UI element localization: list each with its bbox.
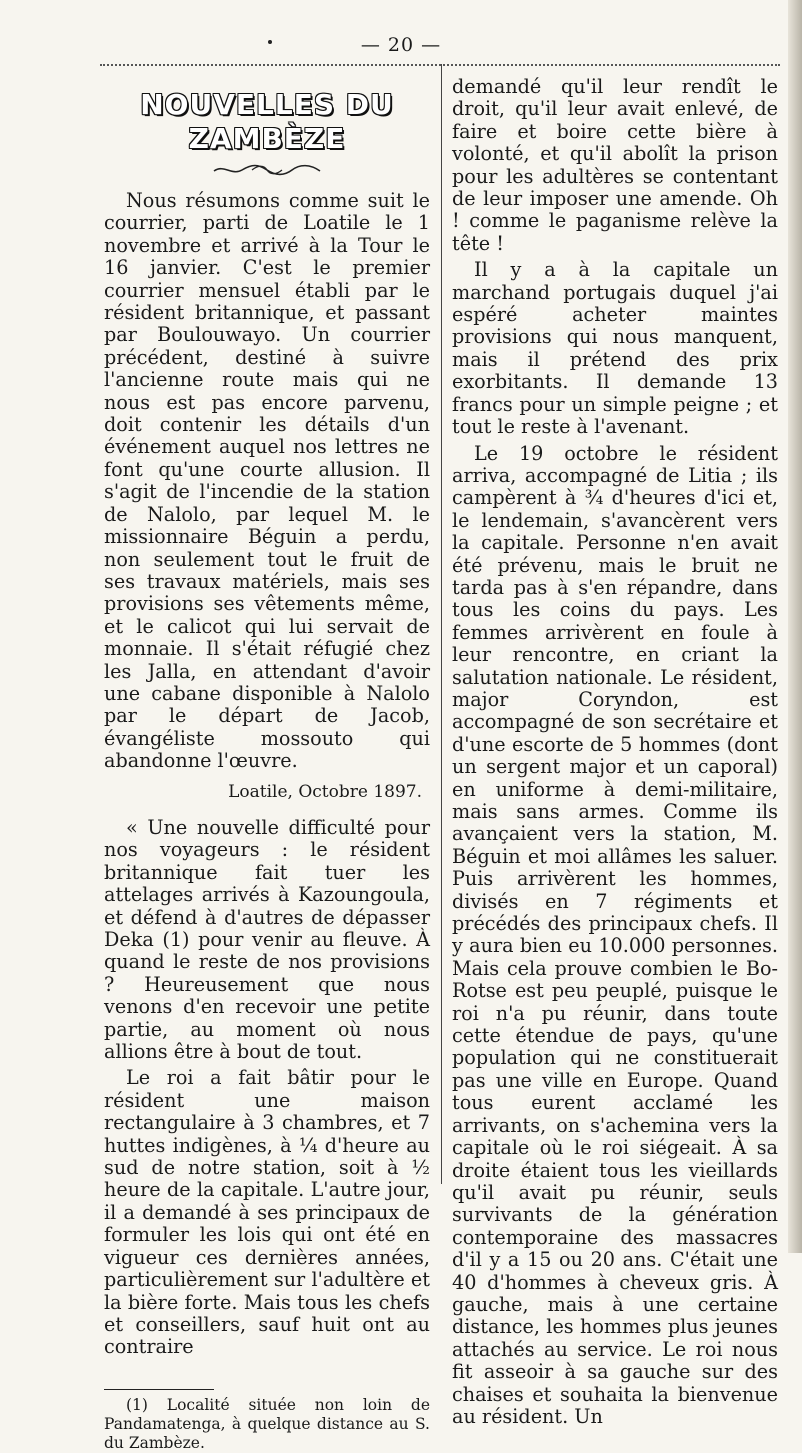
left-column [104,76,430,1453]
ornament-flourish-icon [212,162,322,178]
paragraph: Il y a à la capitale un marchand portugais duquel j'ai espéré acheter maintes provisions qui nous manquent, mais il prétend des prix exorbitants. Il demande 13 francs pour un simple peigne ; et tout le reste à l'avenant. [452,258,778,439]
footnote-rule [104,1389,214,1390]
paragraph: Le 19 octobre le résident arriva, accompagné de Litia ; ils campèrent à ¾ d'heures d'ici et, le lendemain, s'avancèrent vers la capitale. Personne n'en avait été prévenu, mais le bruit ne tarda pas à s'en répandre, dans tous les coins du pays. Les femmes arrivèrent en foule à leur rencontre, en criant la salutation nationale. Le résident, major Coryndon, est accompagné de son secrétaire et d'une escorte de 5 hommes (dont un sergent major et un caporal) en uniforme à demi-militaire, mais sans armes. Comme ils avançaient vers la station, M. Béguin et moi allâmes les saluer. Puis arrivèrent les hommes, divisés en 7 régiments et précédés des principaux chefs. Il y aura bien eu 10.000 personnes. Mais cela prouve combien le Bo-Rotse est peu peuplé, puisque le roi n'a pu réunir, dans toute cette étendue de pays, qu'une population qui ne constituerait pas une ville en Europe. Quand tous eurent acclamé les arrivants, on s'achemina vers la capitale où le roi siégeait. À sa droite étaient tous les vieillards qu'il avait pu réunir, seuls survivants de la génération contemporaine des massacres d'il y a 15 ou 20 ans. C'était une 40 d'hommes à cheveux gris. À gauche, mais à une certaine distance, les hommes plus jeunes attachés au service. Le roi nous fit asseoir à sa gauche sur des chaises et souhaita la bienvenue au résident. Un [452,441,778,1428]
article-title: NOUVELLES DU ZAMBÈZE [140,88,394,155]
header-rule [100,64,780,66]
page-number: — 20 — [360,34,442,56]
paragraph: « Une nouvelle difficulté pour nos voyageurs : le résident britannique fait tuer les attelages arrivés à Kazoungoula, et défend à d'autres de dépasser Deka (1) pour venir au fleuve. À quand le reste de nos provisions ? Heureusement que nous venons d'en recevoir une petite partie, au moment où nous allions être à bout de tout. [104,815,430,1064]
footnote: (1) Localité située non loin de Pandamatenga, à quelque distance au S. du Zambèze. [104,1395,430,1452]
dateline: Loatile, Octobre 1897. [228,781,422,802]
page-edge-shadow [788,0,802,1253]
column-divider [441,64,442,1184]
paragraph: Le roi a fait bâtir pour le résident une maison rectangulaire à 3 chambres, et 7 huttes indigènes, à ¼ d'heure au sud de notre station, soit à ½ heure de la capitale. L'autre jour, il a demandé à ses principaux de formuler les lois qui ont été en vigueur ces dernières années, particulièrement sur l'adultère et la bière forte. Mais tous les chefs et conseillers, sauf huit ont au contraire [104,1066,430,1359]
paragraph: demandé qu'il leur rendît le droit, qu'il leur avait enlevé, de faire et boire cette bière à volonté, et qu'il abolît la prison pour les adultères se contentant de leur imposer une amende. Oh ! comme le paganisme relève la tête ! [452,75,778,255]
right-column [452,76,778,1432]
paragraph-intro: Nous résumons comme suit le courrier, parti de Loatile le 1 novembre et arrivé à la Tour le 16 janvier. C'est le premier courrier mensuel établi par le résident britannique, et passant par Boulouwayo. Un courrier précédent, destiné à suivre l'ancienne route mais qui ne nous est pas encore parvenu, doit contenir les détails d'un événement auquel nos lettres ne font qu'une courte allusion. Il s'agit de l'incendie de la station de Nalolo, par lequel M. le missionnaire Béguin a perdu, non seulement tout le fruit de ses travaux matériels, mais ses provisions ses vêtements même, et le calicot qui lui servait de monnaie. Il s'était réfugié chez les Jalla, en attendant d'avoir une cabane disponible à Nalolo par le départ de Jacob, évangéliste mossouto qui abandonne l'œuvre. [104,189,430,773]
